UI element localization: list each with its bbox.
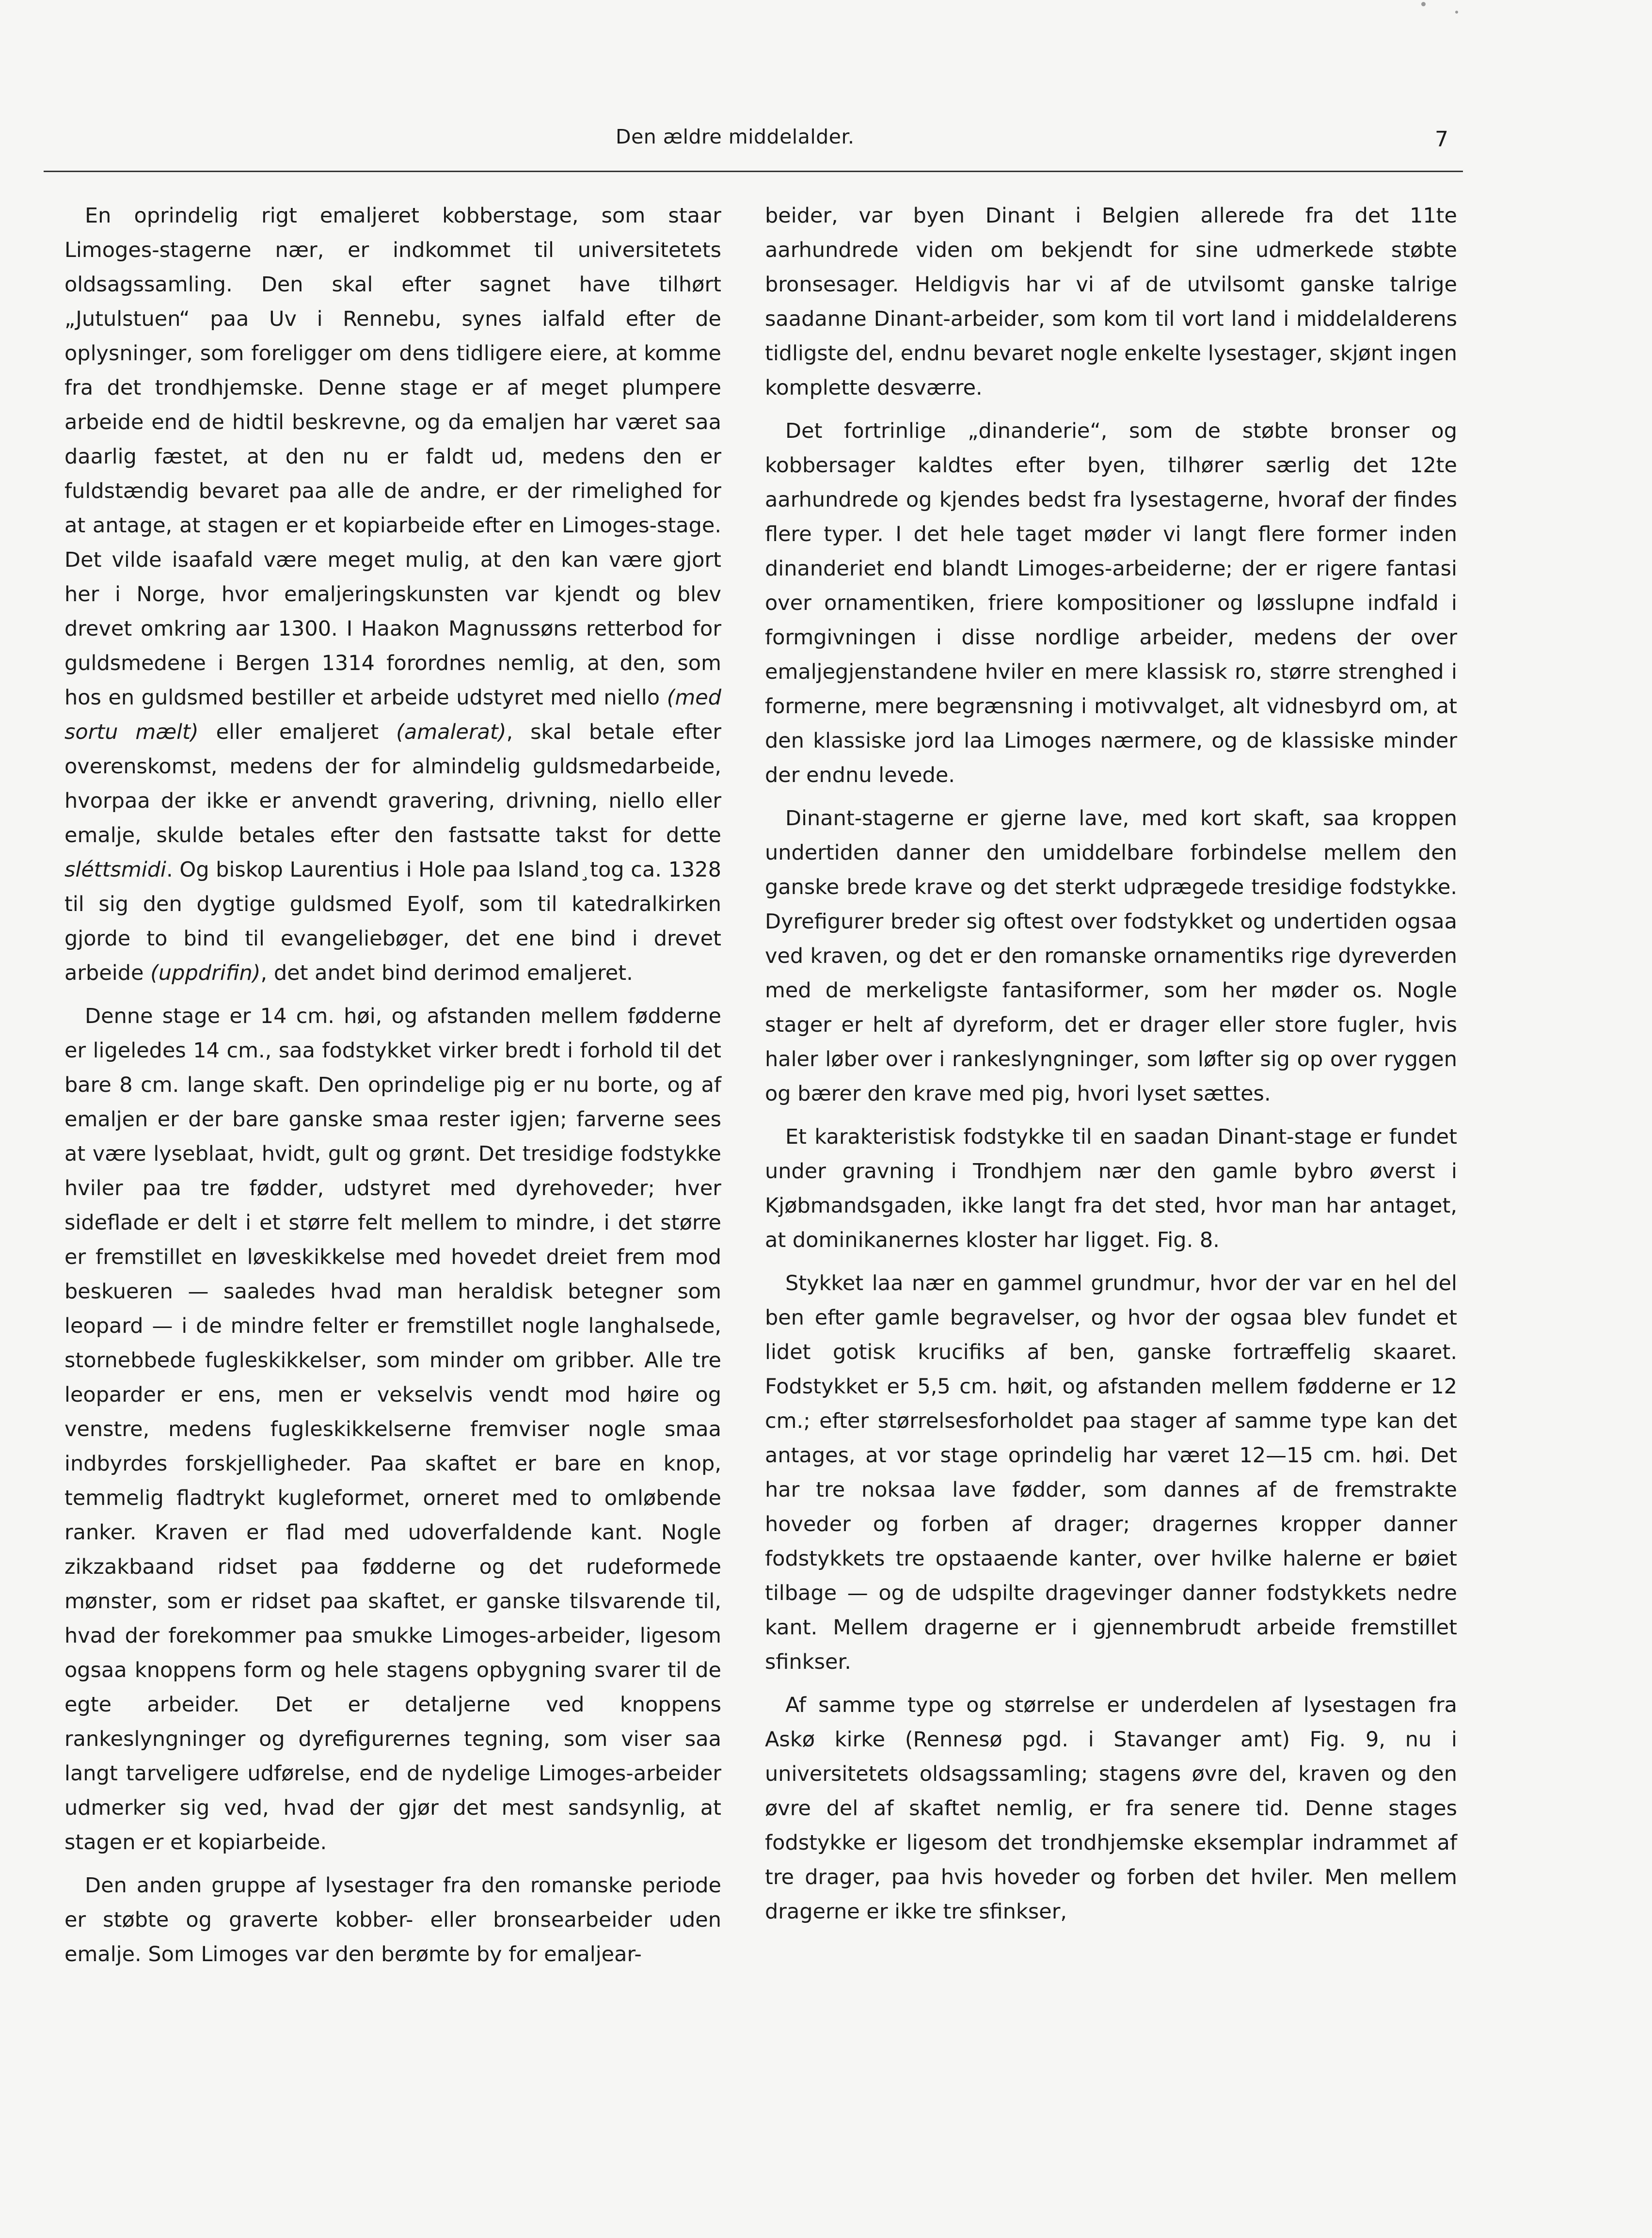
right-paragraph-1: beider, var byen Dinant i Belgien allerede fra det 11te aarhundrede viden om bekjendt for sine udmerkede støbte bronsesager. Heldigvis har vi af de utvilsomt ganske talrige saadanne Dinant-arbeider, som kom til vort land i middelalderens tidligste del, endnu bevaret nogle enkelte lysestager, skjønt ingen komplette desværre.: [765, 204, 1457, 400]
text-run: . Og biskop Laurentius i Hole paa Island⁠¸tog ca. 1328 til sig den dygtige guldsmed Eyolf, som til katedralkirken gjorde to bind til evangeliebøger, det ene bind i drevet arbeide: [64, 858, 721, 985]
text-run: eller emaljeret: [198, 720, 397, 744]
right-paragraph-5: Stykket laa nær en gammel grundmur, hvor der var en hel del ben efter gamle begravelser, og hvor der ogsaa blev fundet et lidet gotisk krucifiks af ben, ganske fortræffelig skaaret. Fodstykket er 5,5 cm. høit, og afstanden mellem fødderne er 12 cm.; efter størrelsesforholdet paa stager af samme type kan det antages, at vor stage oprindelig har været 12—15 cm. høi. Det har tre noksaa lave fødder, som dannes af de fremstrakte hoveder og forben af drager; dragernes kropper danner fodstykkets tre opstaaende kanter, over hvilke halerne er bøiet tilbage — og de udspilte dragevinger danner fodstykkets nedre kant. Mellem dragerne er i gjennembrudt arbeide fremstillet sfinkser.: [765, 1271, 1457, 1674]
left-paragraph-3: Den anden gruppe af lysestager fra den romanske periode er støbte og graverte kobber- eller bronsearbeider uden emalje. Som Limoges var den berømte by for emaljear-: [64, 1873, 721, 1966]
italic-term: (uppdrifin): [150, 961, 261, 985]
scan-speck: [1421, 2, 1426, 6]
text-run: , det andet bind derimod emaljeret.: [260, 961, 633, 985]
right-column: [765, 199, 1457, 1929]
right-paragraph-6: Af samme type og størrelse er underdelen af lysestagen fra Askø kirke (Rennesø pgd. i Stavanger amt) Fig. 9, nu i universitetets oldsagssamling; stagens øvre del, kraven og den øvre del af skaftet nemlig, er fra senere tid. Denne stages fodstykke er ligesom det trondhjemske eksemplar indrammet af tre drager, paa hvis hoveder og forben det hviler. Men mellem dragerne er ikke tre sfinkser,: [765, 1693, 1457, 1924]
italic-term: (med sortu mælt): [64, 686, 721, 744]
running-head: Den ældre middelalder.: [616, 125, 855, 148]
left-column: [64, 199, 721, 1972]
right-paragraph-2: Det fortrinlige „dinanderie“, som de støbte bronser og kobbersager kaldtes efter byen, tilhører særlig det 12te aarhundrede og kjendes bedst fra lysestagerne, hvoraf der findes flere typer. I det hele taget møder vi langt flere former inden dinanderiet end blandt Limoges-arbeiderne; der er rigere fantasi over ornamentiken, friere kompositioner og løsslupne indfald i formgivningen i disse nordlige arbeider, medens der over emaljegjenstandene hviler en mere klassisk ro, større strenghed i formerne, mere begrænsning i motivvalget, alt vidnesbyrd om, at den klassiske jord laa Limoges nærmere, og de klassiske minder der endnu levede.: [765, 419, 1457, 787]
header-rule: [44, 171, 1463, 172]
right-paragraph-3: Dinant-stagerne er gjerne lave, med kort skaft, saa kroppen undertiden danner den umiddelbare forbindelse mellem den ganske brede krave og det sterkt udprægede tresidige fodstykke. Dyrefigurer breder sig oftest over fodstykket og undertiden ogsaa ved kraven, og det er den romanske ornamentiks rige dyreverden med de merkeligste fantasiformer, som her møder os. Nogle stager er helt af dyreform, det er drager eller store fugler, hvis haler løber over i rankeslyngninger, som løfter sig op over ryggen og bærer den krave med pig, hvori lyset sættes.: [765, 806, 1457, 1106]
text-run: , skal betale efter overenskomst, medens der for almindelig guldsmedarbeide, hvorpaa der ikke er anvendt gravering, drivning, niello eller emalje, skulde betales efter den fastsatte takst for dette: [64, 720, 722, 847]
text-run: En oprindelig rigt emaljeret kobberstage, som staar Limoges-stagerne nær, er indkommet til universitetets oldsagssamling. Den skal efter sagnet have tilhørt „Jutulstuen“ paa Uv i Rennebu, synes ialfald efter de oplysninger, som foreligger om dens tidligere eiere, at komme fra det trondhjemske. Denne stage er af meget plumpere arbeide end de hidtil beskrevne, og da emaljen har været saa daarlig fæstet, at den nu er faldt ud, medens den er fuldstændig bevaret paa alle de andre, er der rimelighed for at antage, at stagen er et kopiarbeide efter en Limoges-stage. Det vilde isaafald være meget mulig, at den kan være gjort her i Norge, hvor emaljeringskunsten var kjendt og blev drevet omkring aar 1300. I Haakon Magnussøns retterbod for guldsmedene i Bergen 1314 forordnes nemlig, at den, som hos en guldsmed bestiller et arbeide udstyret med niello: [64, 204, 721, 710]
right-paragraph-4: Et karakteristisk fodstykke til en saadan Dinant-stage er fundet under gravning i Trondhjem nær den gamle bybro øverst i Kjøbmandsgaden, ikke langt fra det sted, hvor man har antaget, at dominikanernes kloster har ligget. Fig. 8.: [765, 1125, 1457, 1252]
page-number: 7: [1435, 127, 1448, 152]
italic-term: (amalerat): [396, 720, 507, 744]
italic-term: sléttsmidi: [64, 858, 167, 882]
scan-speck: [1455, 11, 1458, 14]
left-paragraph-2: Denne stage er 14 cm. høi, og afstanden mellem fødderne er ligeledes 14 cm., saa fodstykket virker bredt i forhold til det bare 8 cm. lange skaft. Den oprindelige pig er nu borte, og af emaljen er der bare ganske smaa rester igjen; farverne sees at være lyseblaat, hvidt, gult og grønt. Det tresidige fodstykke hviler paa tre fødder, udstyret med dyrehoveder; hver sideflade er delt i et større felt mellem to mindre, i det større er fremstillet en løveskikkelse med hovedet dreiet frem mod beskueren — saaledes hvad man heraldisk betegner som leopard — i de mindre felter er fremstillet nogle langhalsede, stornebbede fugleskikkelser, som minder om gribber. Alle tre leoparder er ens, men er vekselvis vendt mod høire og venstre, medens fugleskikkelserne fremviser nogle smaa indbyrdes forskjelligheder. Paa skaftet er bare en knop, temmelig fladtrykt kugleformet, orneret med to omløbende ranker. Kraven er flad med udoverfaldende kant. Nogle zikzakbaand ridset paa fødderne og det rudeformede mønster, som er ridset paa skaftet, er ganske tilsvarende til, hvad der forekommer paa smukke Limoges-arbeider, ligesom ogsaa knoppens form og hele stagens opbygning svarer til de egte arbeider. Det er detaljerne ved knoppens rankeslyngninger og dyrefigurernes tegning, som viser saa langt tarveligere udførelse, end de nydelige Limoges-arbeider udmerker sig ved, hvad der gjør det mest sandsynlig, at stagen er et kopiarbeide.: [64, 1004, 721, 1854]
left-paragraph-1: [64, 199, 721, 991]
